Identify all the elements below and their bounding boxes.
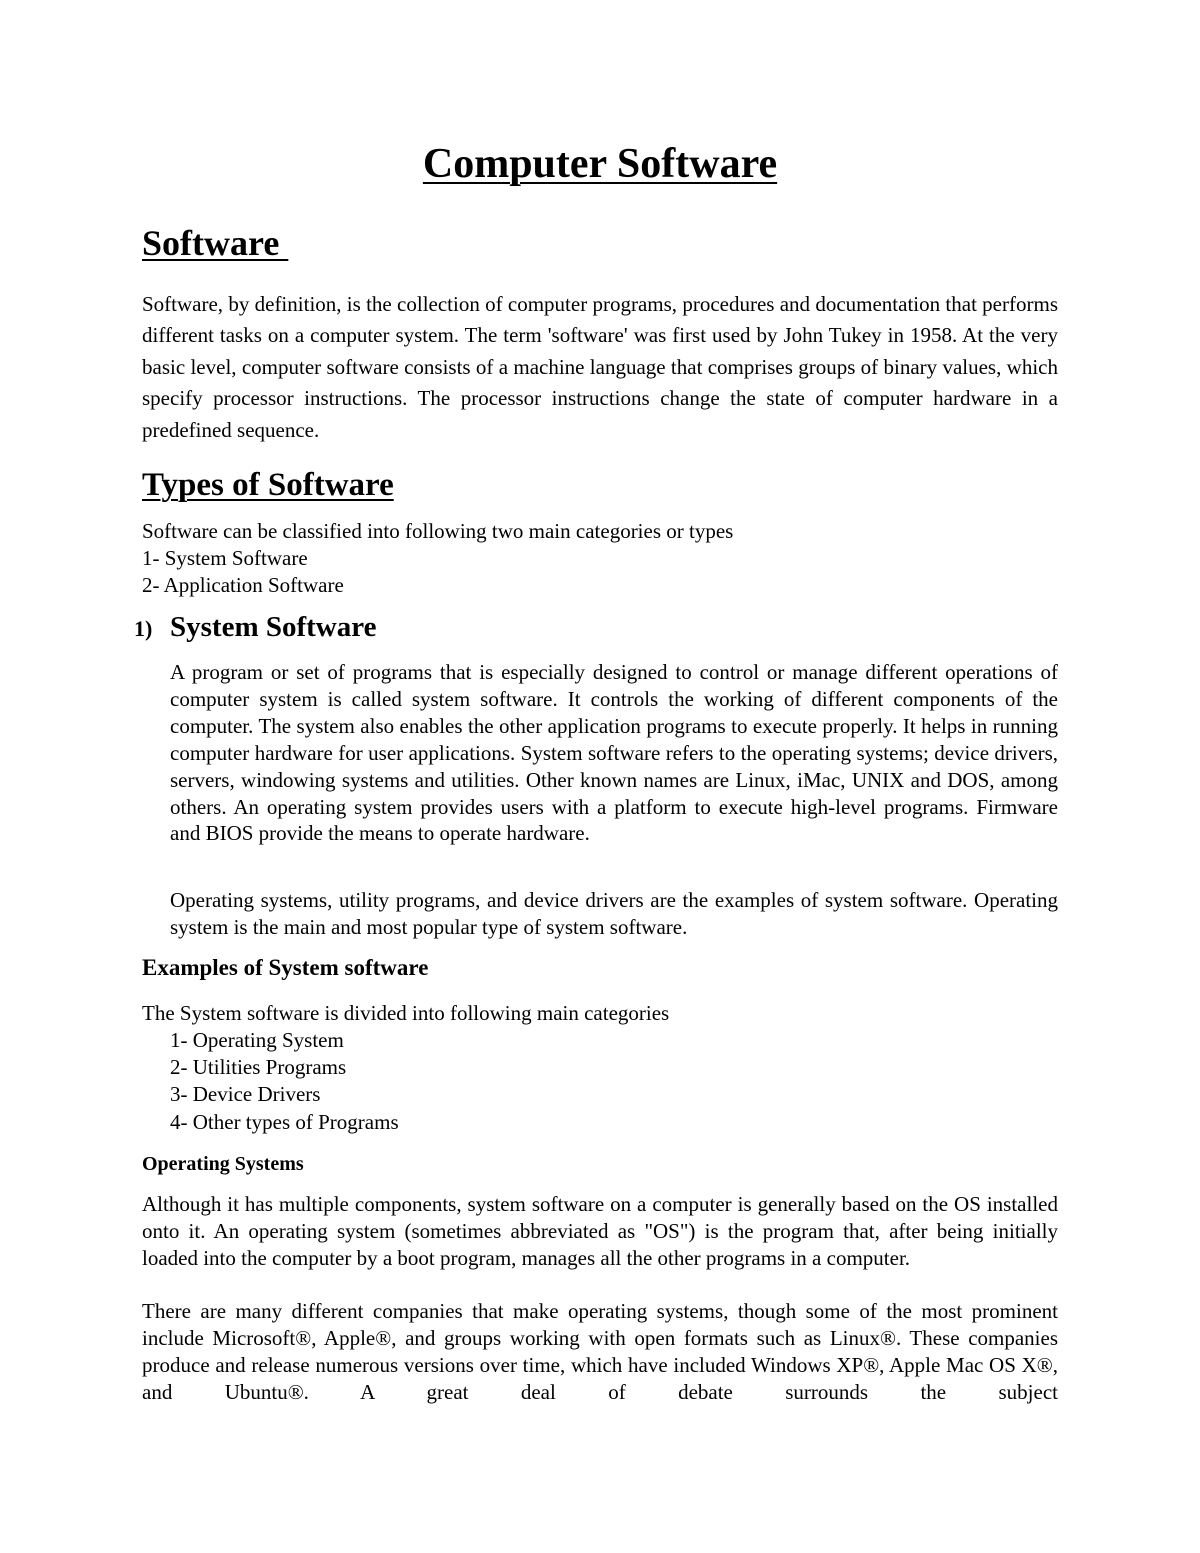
operating-systems-companies-paragraph: There are many different companies that make operating systems, though some of the most prominent include Microsoft®, Apple®, and groups working with open formats such as Linux®. These companies produce and release numerous versions over time, which have included Windows XP®, Apple Mac OS X®, and Ubuntu®. A great deal of debate surrounds the subject (142, 1299, 1058, 1404)
examples-heading: Examples of System software (142, 955, 429, 980)
operating-systems-paragraph: Although it has multiple components, system software on a computer is generally based on the OS installed onto it. An operating system (sometimes abbreviated as "OS") is the program that, after being initially loaded into the computer by a boot program, manages all the other programs in a computer. (142, 1192, 1058, 1270)
examples-list-item: 2- Utilities Programs (170, 1055, 347, 1080)
examples-list-item: 4- Other types of Programs (170, 1109, 399, 1134)
types-list-item: 2- Application Software (142, 572, 344, 597)
software-intro-paragraph: Software, by definition, is the collection of computer programs, procedures and documentation that performs different tasks on a computer system. The term 'software' was first used by John Tukey in 1958. At the very basic level, computer software consists of a machine language that comprises groups of binary values, which specify processor instructions. The processor instructions change the state of computer hardware in a predefined sequence. (142, 292, 1058, 442)
types-intro: Software can be classified into following two main categories or types (142, 519, 734, 543)
system-software-heading-text: System Software (170, 611, 377, 643)
examples-intro: The System software is divided into following main categories (142, 1001, 670, 1025)
examples-list (170, 1027, 399, 1136)
page-title: Computer Software (422, 141, 778, 187)
section-number: 1) (134, 616, 153, 641)
types-of-software-heading: Types of Software (142, 467, 394, 503)
types-list-item: 1- System Software (142, 545, 308, 570)
system-software-heading (134, 611, 376, 644)
system-software-paragraph: A program or set of programs that is especially designed to control or manage different operations of computer system is called system software. It controls the working of different components of the computer. The system also enables the other application programs to execute properly. It helps in running computer hardware for user applications. System software refers to the operating systems; device drivers, servers, windowing systems and utilities. Other known names are Linux, iMac, UNIX and DOS, among others. An operating system provides users with a platform to execute high-level programs. Firmware and BIOS provide the means to operate hardware. (170, 660, 1058, 846)
examples-list-item: 1- Operating System (170, 1028, 344, 1052)
types-section (142, 518, 733, 598)
examples-list-item: 3- Device Drivers (170, 1082, 321, 1107)
software-heading: Software (142, 223, 289, 263)
system-software-examples-paragraph: Operating systems, utility programs, and device drivers are the examples of system software. Operating system is the main and most popular type of system software. (170, 888, 1058, 939)
operating-systems-heading: Operating Systems (142, 1153, 304, 1175)
